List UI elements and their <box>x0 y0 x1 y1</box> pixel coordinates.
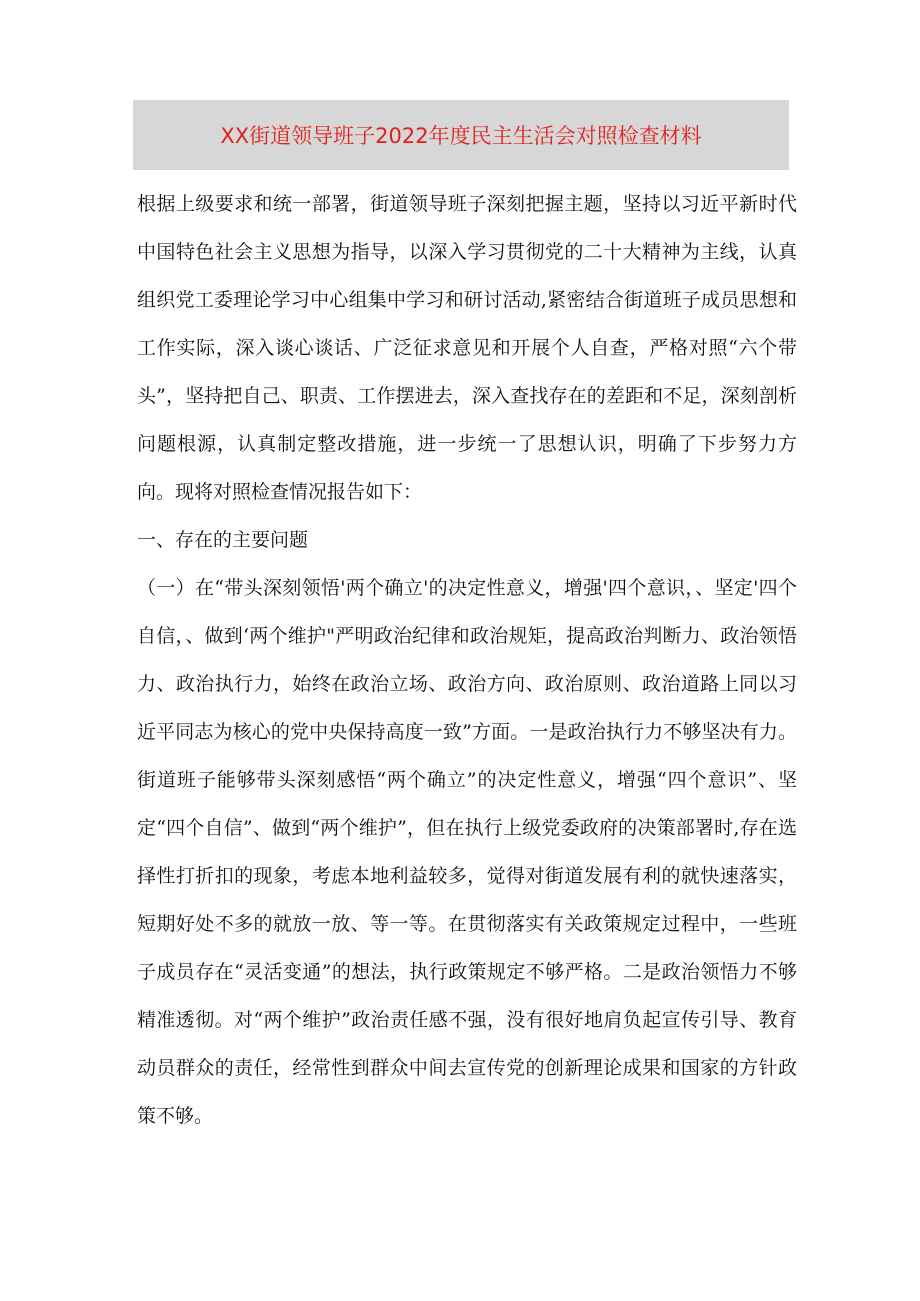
problem-paragraph: （一）在“带头深刻领悟'两个确立'的决定性意义，增强'四个意识，、坚定'四个自信，、做到‘两个维护"严明政治纪律和政治规矩，提高政治判断力、政治领悟力、政治执行力，始终在政治立场、政治方向、政治原则、政治道路上同以习近平同志为核心的党中央保持高度一致”方面。一是政治执行力不够坚决有力。街道班子能够带头深刻感悟“两个确立”的决定性意义，增强“四个意识”、坚定“四个自信”、做到“两个维护”，但在执行上级党委政府的决策部署时,存在选择性打折扣的现象，考虑本地利益较多，觉得对街道发展有利的就快速落实，短期好处不多的就放一放、等一等。在贯彻落实有关政策规定过程中，一些班子成员存在“灵活变通”的想法，执行政策规定不够严格。二是政治领悟力不够精准透彻。对“两个维护”政治责任感不强，没有很好地肩负起宣传引导、教育动员群众的责任，经常性到群众中间去宣传党的创新理论成果和国家的方针政策不够。 <box>137 577 797 1127</box>
document-body <box>137 180 797 1140</box>
section-heading: 一、存在的主要问题 <box>137 529 309 551</box>
intro-paragraph: 根据上级要求和统一部署，街道领导班子深刻把握主题，坚持以习近平新时代中国特色社会主义思想为指导，以深入学习贯彻党的二十大精神为主线，认真组织党工委理论学习中心组集中学习和研讨活动,紧密结合街道班子成员思想和工作实际，深入谈心谈话、广泛征求意见和开展个人自查，严格对照“六个带头”，坚持把自己、职责、工作摆进去，深入查找存在的差距和不足，深刻剖析问题根源，认真制定整改措施，进一步统一了思想认识，明确了下步努力方向。现将对照检查情况报告如下： <box>137 193 797 503</box>
title-banner <box>133 100 789 170</box>
document-title: XX街道领导班子2022年度民主生活会对照检查材料 <box>220 124 702 148</box>
